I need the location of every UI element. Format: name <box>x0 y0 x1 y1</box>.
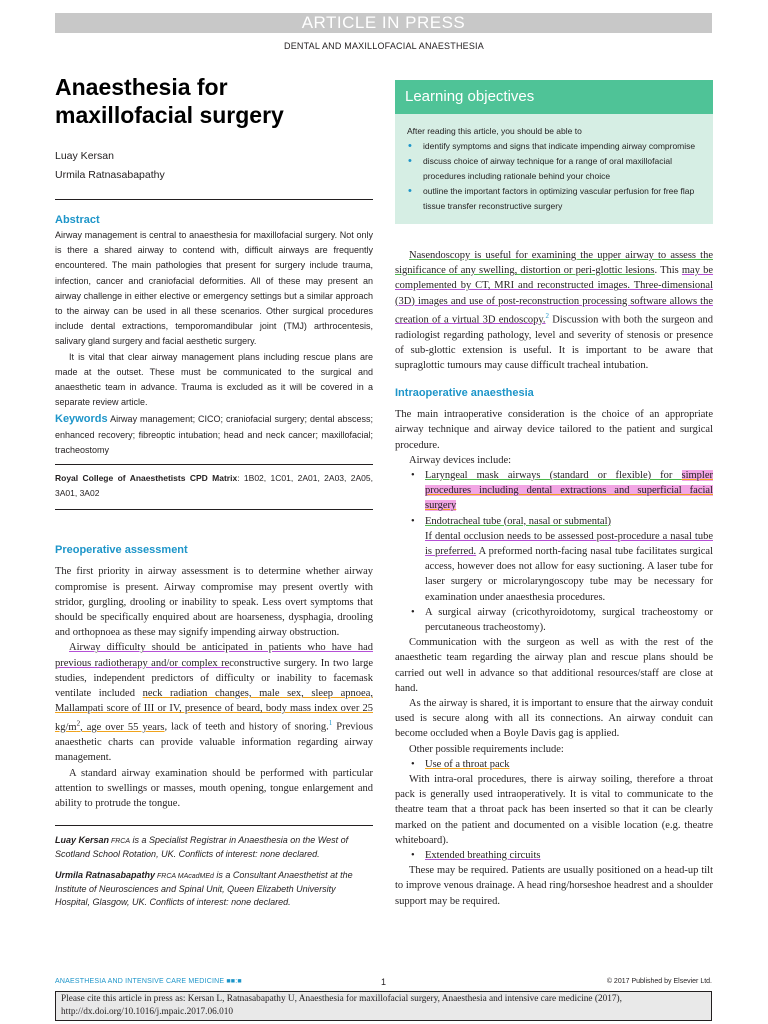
intraop-paragraph: With intra-oral procedures, there is airway soiling, therefore a throat pack is generally used intraoperatively. It is vital to communicate to the theatre team that a throat pack has been inserted so that it can be clearly marked on the patient and documented on a visible location (e.g. theatre whiteboard). <box>395 774 713 846</box>
preop-paragraph: The first priority in airway assessment is to determine whether airway compromise is present. Airway compromise may present overtly with stridor, gurgling, drooling or inability to speak. Less overt symptoms that should be specifically enquired about are hoarseness, dysphagia, drooling and orthopnoea as these may signify impending airway obstruction. <box>55 566 373 639</box>
bio-text: is a Consultant Anaesthetist at the Institute of Neurosciences and Spinal Unit, Queen Elizabeth University Hospital, Glasgow, UK. Conflicts of interest: none declared. <box>55 870 353 908</box>
requirements-list <box>395 848 713 863</box>
airway-device-list <box>395 468 713 635</box>
text-span: , age over 55 years <box>80 721 165 733</box>
reference-link[interactable]: 1 <box>328 719 333 728</box>
journal-section-header: DENTAL AND MAXILLOFACIAL ANAESTHESIA <box>284 41 484 51</box>
bio-degree: FRCA <box>109 838 131 846</box>
intraop-paragraph: As the airway is shared, it is important to ensure that the airway conduit used is secure along with all its connections. An airway conduit can become occluded when a Boyle Davis gag is applied. <box>395 697 713 740</box>
highlight: Airway difficulty should be anticipated in patients who have had previous radiotherapy and/or complex re <box>55 642 373 669</box>
intraop-paragraph: These may be required. Patients are usually positioned on a head-up tilt to improve venous drainage. A head ring/horseshoe headrest and a shoulder support may be required. <box>395 865 713 907</box>
page-footer <box>55 975 712 989</box>
cpd-matrix <box>55 471 373 501</box>
learning-objectives-box <box>395 80 713 224</box>
bio-degree: FRCA MAcadMEd <box>155 873 214 881</box>
objective-item: • outline the important factors in optimizing vascular perfusion for free flap tissue transfer reconstructive surgery <box>407 184 701 214</box>
divider <box>55 509 373 510</box>
abstract-paragraph: Airway management is central to anaesthesia for maxillofacial surgery. Not only is there a shared airway to contend with, difficult airways are frequently encountered. The main pathologies that present for surgery include trauma, infection, cancer and craniofacial deformities. All of these may present an airway challenge in either elective or emergency settings but a similar approach to the airway can be used in all these scenarios. Other surgical procedures include dental extractions, temporomandibular joint (TMJ) arthrocentesis, salivary gland surgery and facial aesthetic surgery. <box>55 230 373 347</box>
objective-item: • identify symptoms and signs that indicate impending airway compromise <box>407 139 701 154</box>
highlight: Endotracheal tube (oral, nasal or submental) <box>425 515 612 527</box>
abstract-paragraph: It is vital that clear airway management plans including rescue plans are made at the outset. These must be communicated to the surgical and anaesthetic team in advance. Trauma is excluded as it will be covered in a separate review article. <box>55 351 373 408</box>
cpd-label: Royal College of Anaesthetists CPD Matrix <box>55 473 238 484</box>
list-item <box>405 757 713 772</box>
preop-paragraph: A standard airway examination should be performed with particular attention to swellings or masses, mouth opening, tongue enlargement and ability to protrude the tongue. <box>55 767 373 809</box>
requirements-list <box>395 757 713 772</box>
preop-heading: Preoperative assessment <box>55 544 188 557</box>
highlight: simpler procedures including dental extractions and superficial facial surgery <box>425 469 713 512</box>
intraop-paragraph: Airway devices include: <box>409 454 512 466</box>
divider <box>55 825 373 826</box>
right-column <box>395 80 713 909</box>
author-name: Urmila Ratnasabapathy <box>55 169 165 181</box>
text-span: A preformed north-facing nasal tube facilitates surgical access, however does not allow for easy suctioning. A laser tube for laser surgery or microlaryngoscopy tube may be necessary for examination under anaesthesia procedures. <box>425 545 713 603</box>
objectives-intro: After reading this article, you should be able to <box>407 126 582 136</box>
author-bios <box>55 834 373 909</box>
bio-name: Urmila Ratnasabapathy <box>55 870 156 881</box>
page-number: 1 <box>380 977 386 987</box>
list-item <box>405 848 713 863</box>
superscript: 2 <box>76 719 81 728</box>
author-list <box>55 147 373 185</box>
bio-text: is a Specialist Registrar in Anaesthesia on the West of Scotland School Rotation, UK. Conflicts of interest: none declared. <box>55 835 349 860</box>
left-column <box>55 73 373 909</box>
nasendoscopy-paragraph <box>395 248 713 373</box>
highlight: Use of a throat pack <box>425 758 510 770</box>
author-bio <box>55 834 373 861</box>
bio-name: Luay Kersan <box>55 835 110 846</box>
article-in-press-banner: ARTICLE IN PRESS <box>55 13 712 33</box>
text-span: constructive surgery. In two large studies, independent predictors of difficulty or inability to facemask ventilate included <box>55 657 373 700</box>
cpd-codes: : 1B02, 1C01, 2A01, 2A03, 2A05, 3A01, 3A02 <box>55 473 373 499</box>
highlight: If dental occlusion needs to be assessed post-procedure a nasal tube is preferred. <box>425 530 713 557</box>
highlight: may be complemented by CT, MRI and reconstructed images. Three-dimensional (3D) images and use of post-reconstruction processing software allows the creation of a virtual 3D endoscopy. <box>395 265 714 326</box>
intraop-paragraph: Other possible requirements include: <box>409 743 564 755</box>
author-bio <box>55 869 373 909</box>
list-item <box>405 468 713 514</box>
divider <box>55 464 373 465</box>
text-span: , lack of teeth and history of snoring. <box>164 721 329 733</box>
highlight: Laryngeal mask airways (standard or flexible) for <box>425 469 682 481</box>
highlight: Extended breathing circuits <box>425 850 541 862</box>
footer-copyright: © 2017 Published by Elsevier Ltd. <box>606 978 712 985</box>
text-span: Previous anaesthetic charts can provide valuable information regarding airway management. <box>55 721 374 764</box>
author-name: Luay Kersan <box>55 150 114 162</box>
intraop-paragraph: Communication with the surgeon as well as with the rest of the anaesthetic team regarding the airway plan and rescue plans should be carried out well in advance so that additional resources/staff are close at hand. <box>395 637 713 694</box>
keywords-label: Keywords <box>55 413 108 426</box>
intraop-heading: Intraoperative anaesthesia <box>395 387 534 400</box>
text-span: . This <box>654 265 682 277</box>
objective-item: • discuss choice of airway technique for a range of oral maxillofacial procedures including rationale behind your choice <box>407 154 701 184</box>
intraop-paragraph: The main intraoperative consideration is the choice of an appropriate airway technique and airway device tailored to the patient and surgical procedure. <box>395 409 713 451</box>
citation-box: Please cite this article in press as: Kersan L, Ratnasabapathy U, Anaesthesia for maxillofacial surgery, Anaesthesia and intensive care medicine (2017), http://dx.doi.org/10.1016/j.mpaic.2017.06.010 <box>55 991 712 1021</box>
preop-paragraph <box>55 640 373 765</box>
list-item: • A surgical airway (cricothyroidotomy, surgical tracheostomy or percutaneous tracheostomy). <box>405 605 713 635</box>
keywords-text: Airway management; CICO; craniofacial surgery; dental abscess; enhanced recovery; fibreoptic intubation; head and neck cancer; maxillofacial; tracheostomy <box>55 414 373 455</box>
objectives-list <box>407 139 701 214</box>
learning-objectives-body <box>395 114 713 224</box>
divider <box>55 199 373 200</box>
text-span: neck radiation changes, male sex, sleep apnoea, Mallampati score of III or IV, presence of beard, body mass index over 25 kg/m <box>55 688 373 733</box>
reference-link[interactable]: 2 <box>545 311 550 320</box>
footer-journal: ANAESTHESIA AND INTENSIVE CARE MEDICINE ■■:■ <box>55 978 242 985</box>
abstract-heading: Abstract <box>55 214 100 226</box>
highlight: Nasendoscopy is useful for examining the upper airway to assess the significance of any swelling, distortion or peri-glottic lesions <box>395 250 713 277</box>
article-title: Anaesthesia for maxillofacial surgery <box>55 74 284 128</box>
keywords <box>55 412 373 458</box>
text-span: Discussion with both the surgeon and radiologist regarding pathology, level and severity of stenosis or presence of sub-glottic extension is useful. It is important to be aware that supraglottic tumours may cause difficult tracheal intubation. <box>395 314 713 371</box>
learning-objectives-heading: Learning objectives <box>395 80 713 114</box>
list-item <box>405 514 713 605</box>
